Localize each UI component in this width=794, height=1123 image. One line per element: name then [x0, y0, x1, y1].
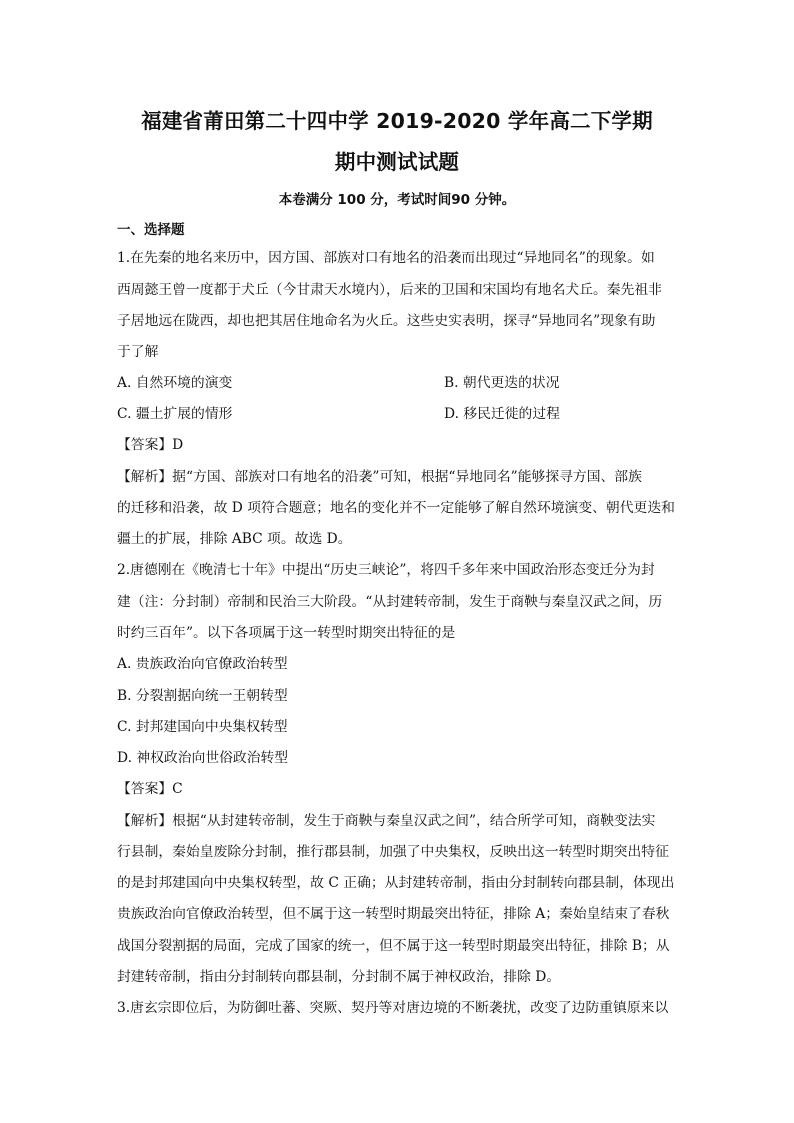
- q1-analysis-line: 疆土的扩展，排除 ABC 项。故选 D。: [117, 531, 352, 547]
- q1-stem-line: 1.在先秦的地名来历中，因方国、部族对口有地名的沿袭而出现过“异地同名”的现象。如: [117, 250, 655, 266]
- q2-option-a: A. 贵族政治向官僚政治转型: [117, 656, 288, 672]
- q2-option-d: D. 神权政治向世俗政治转型: [117, 750, 289, 766]
- q2-option-b: B. 分裂割据向统一王朝转型: [117, 688, 288, 704]
- q1-stem-line: 于了解: [117, 344, 159, 360]
- q1-option-a: A. 自然环境的演变: [117, 375, 233, 391]
- q2-stem-line: 时约三百年”。以下各项属于这一转型时期突出特征的是: [117, 625, 456, 641]
- q2-stem-line: 建（注：分封制）帝制和民治三大阶段。“从封建转帝制，发生于商鞅与秦皇汉武之间，历: [117, 594, 663, 610]
- q2-analysis-line: 【解析】根据“从封建转帝制，发生于商鞅与秦皇汉武之间”，结合所学可知，商鞅变法实: [117, 813, 656, 829]
- q2-analysis-line: 战国分裂割据的局面，完成了国家的统一，但不属于这一转型时期最突出特征，排除 B；从: [117, 938, 670, 954]
- document-title-line1: 福建省莆田第二十四中学 2019-2020 学年高二下学期: [141, 109, 653, 133]
- q1-analysis-line: 【解析】据“方国、部族对口有地名的沿袭”可知，根据“异地同名”能够探寻方国、部族: [117, 469, 642, 485]
- q2-stem-line: 2.唐德刚在《晚清七十年》中提出“历史三峡论”，将四千多年来中国政治形态变迁分为封: [117, 562, 655, 578]
- q2-analysis-line: 贵族政治向官僚政治转型，但不属于这一转型时期最突出特征，排除 A；秦始皇结束了春秋: [117, 906, 670, 922]
- q2-analysis-line: 封建转帝制，指由分封制转向郡县制，分封制不属于神权政治，排除 D。: [117, 969, 561, 985]
- q1-option-d: D. 移民迁徙的过程: [444, 406, 560, 422]
- q1-analysis-line: 的迁移和沿袭，故 D 项符合题意；地名的变化并不一定能够了解自然环境演变、朝代更迭和: [117, 500, 675, 516]
- q2-answer: 【答案】C: [117, 781, 183, 797]
- q2-option-c: C. 封邦建国向中央集权转型: [117, 719, 288, 735]
- q1-stem-line: 西周懿王曾一度都于犬丘（今甘肃天水境内），后来的卫国和宋国均有地名犬丘。秦先祖非: [117, 282, 662, 298]
- exam-info: 本卷满分 100 分，考试时间90 分钟。: [278, 192, 516, 208]
- document-title-line2: 期中测试试题: [334, 150, 460, 174]
- q2-analysis-line: 行县制，秦始皇废除分封制，推行郡县制，加强了中央集权，反映出这一转型时期突出特征: [117, 844, 669, 860]
- q1-option-b: B. 朝代更迭的状况: [444, 375, 560, 391]
- section-heading: 一、选择题: [117, 222, 185, 238]
- q3-stem-line: 3.唐玄宗即位后，为防御吐蕃、突厥、契丹等对唐边境的不断袭扰，改变了边防重镇原来以: [117, 1000, 669, 1016]
- q1-option-c: C. 疆土扩展的情形: [117, 406, 233, 422]
- q1-stem-line: 子居地远在陇西，却也把其居住地命名为火丘。这些史实表明，探寻“异地同名”现象有助: [117, 313, 656, 329]
- q2-analysis-line: 的是封邦建国向中央集权转型，故 C 正确；从封建转帝制，指由分封制转向郡县制，体现出: [117, 875, 675, 891]
- q1-answer: 【答案】D: [117, 437, 184, 453]
